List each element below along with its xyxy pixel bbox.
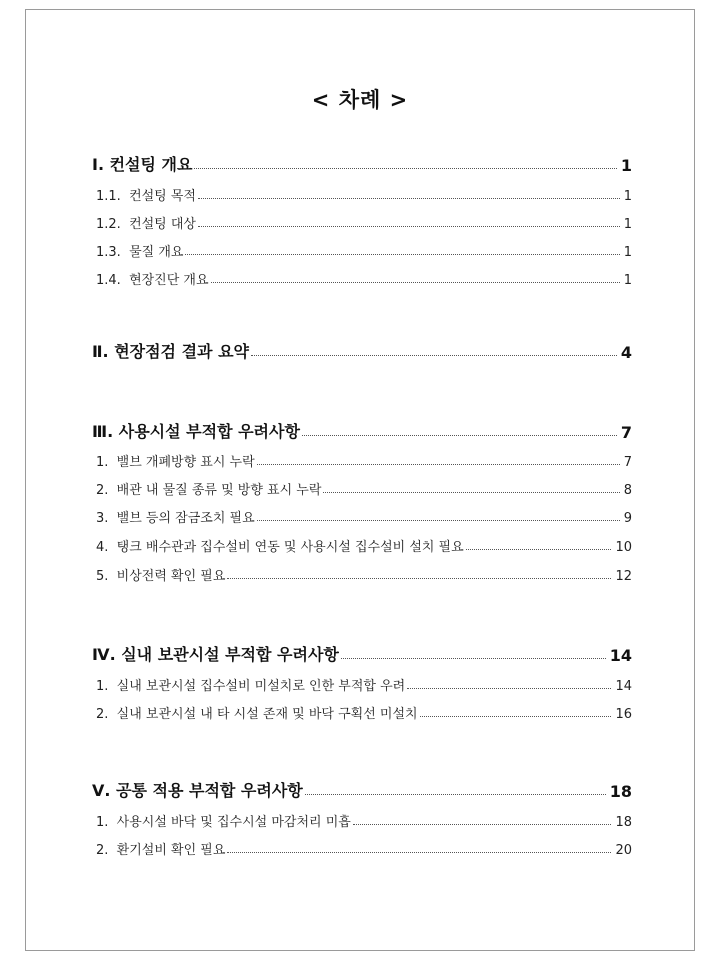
toc-item-label: 2. 실내 보관시설 내 타 시설 존재 및 바닥 구획선 미설치	[96, 707, 418, 722]
toc-page-number: 1	[623, 245, 632, 260]
toc-section-5[interactable]	[92, 779, 632, 801]
toc-item[interactable]	[96, 186, 632, 204]
toc-item-label: 2. 환기설비 확인 필요	[96, 843, 226, 858]
toc-section-label: Ⅲ. 사용시설 부적합 우려사항	[92, 422, 300, 441]
toc-item-label: 1. 사용시설 바닥 및 집수시설 마감처리 미흡	[96, 815, 351, 830]
toc-section-1[interactable]	[92, 153, 632, 175]
dot-leader	[257, 520, 620, 521]
toc-page-number: 9	[623, 511, 632, 526]
dot-leader	[257, 464, 620, 465]
toc-item-label: 1.2. 컨설팅 대상	[96, 217, 196, 232]
dot-leader	[194, 168, 616, 169]
toc-item[interactable]	[96, 452, 632, 470]
toc-page-number: 16	[615, 707, 632, 722]
toc-page-number: 12	[615, 569, 632, 584]
toc-item[interactable]	[96, 270, 632, 288]
toc-item[interactable]	[96, 676, 632, 694]
dot-leader	[323, 492, 619, 493]
toc-page-number: 7	[620, 423, 632, 442]
dot-leader	[302, 435, 617, 436]
toc-page-number: 8	[623, 483, 632, 498]
toc-section-label: Ⅱ. 현장점검 결과 요약	[92, 342, 249, 361]
toc-item-label: 1. 밸브 개폐방향 표시 누락	[96, 455, 255, 470]
toc-item-label: 5. 비상전력 확인 필요	[96, 569, 226, 584]
dot-leader	[211, 282, 620, 283]
toc-item[interactable]	[96, 537, 632, 555]
toc-item-label: 2. 배관 내 물질 종류 및 방향 표시 누락	[96, 483, 322, 498]
dot-leader	[185, 254, 619, 255]
toc-item[interactable]	[96, 704, 632, 722]
dot-leader	[227, 852, 611, 853]
toc-item[interactable]	[96, 812, 632, 830]
toc-page-number: 18	[609, 782, 632, 801]
toc-item[interactable]	[96, 566, 632, 584]
dot-leader	[198, 198, 620, 199]
toc-item[interactable]	[96, 840, 632, 858]
toc-title: < 차례 >	[311, 88, 409, 112]
toc-item[interactable]	[96, 214, 632, 232]
toc-page-number: 18	[615, 815, 632, 830]
toc-section-label: Ⅴ. 공통 적용 부적합 우려사항	[92, 781, 303, 800]
dot-leader	[353, 824, 612, 825]
dot-leader	[407, 688, 611, 689]
toc-item-label: 1.3. 물질 개요	[96, 245, 184, 260]
toc-page-number: 1	[623, 217, 632, 232]
toc-page-number: 14	[609, 646, 632, 665]
toc-page-number: 14	[615, 679, 632, 694]
toc-section-4[interactable]	[92, 643, 632, 665]
toc-item-label: 3. 밸브 등의 잠금조치 필요	[96, 511, 255, 526]
toc-item-label: 1.4. 현장진단 개요	[96, 273, 209, 288]
dot-leader	[341, 658, 606, 659]
toc-section-label: Ⅰ. 컨설팅 개요	[92, 155, 193, 174]
toc-page-number: 4	[620, 343, 632, 362]
toc-section-3[interactable]	[92, 420, 632, 442]
toc-item[interactable]	[96, 508, 632, 526]
toc-section-2[interactable]	[92, 340, 632, 362]
toc-page-number: 20	[615, 843, 632, 858]
dot-leader	[420, 716, 612, 717]
toc-item[interactable]	[96, 242, 632, 260]
dot-leader	[305, 794, 606, 795]
toc-page-number: 7	[623, 455, 632, 470]
toc-item[interactable]	[96, 480, 632, 498]
toc-section-label: Ⅳ. 실내 보관시설 부적합 우려사항	[92, 645, 339, 664]
toc-item-label: 4. 탱크 배수관과 집수설비 연동 및 사용시설 집수설비 설치 필요	[96, 540, 464, 555]
toc-page-number: 1	[623, 273, 632, 288]
dot-leader	[466, 549, 612, 550]
dot-leader	[198, 226, 620, 227]
toc-page-number: 1	[620, 156, 632, 175]
dot-leader	[251, 355, 617, 356]
toc-item-label: 1. 실내 보관시설 집수설비 미설치로 인한 부적합 우려	[96, 679, 406, 694]
dot-leader	[227, 578, 611, 579]
toc-page-number: 10	[615, 540, 632, 555]
toc-item-label: 1.1. 컨설팅 목적	[96, 189, 196, 204]
toc-page-number: 1	[623, 189, 632, 204]
